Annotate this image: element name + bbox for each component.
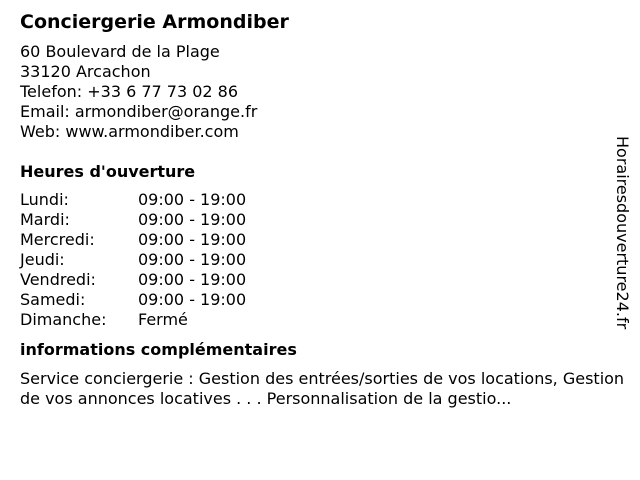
address-line-2: 33120 Arcachon bbox=[20, 62, 151, 81]
email-line: Email: armondiber@orange.fr bbox=[20, 102, 258, 121]
hours-day: Dimanche: bbox=[20, 310, 107, 329]
hours-day: Mardi: bbox=[20, 210, 70, 229]
hours-list bbox=[20, 190, 610, 330]
hours-time: Fermé bbox=[138, 310, 188, 329]
info-description: Service conciergerie : Gestion des entrées/sorties de vos locations, Gestion de vos annonces locatives . . . Personnalisation de la gestio... bbox=[20, 369, 625, 408]
hours-row bbox=[20, 190, 610, 210]
phone-line: Telefon: +33 6 77 73 02 86 bbox=[20, 82, 239, 101]
address-line-1: 60 Boulevard de la Plage bbox=[20, 42, 220, 61]
hours-row bbox=[20, 250, 610, 270]
hours-time: 09:00 - 19:00 bbox=[138, 290, 247, 309]
hours-heading: Heures d'ouverture bbox=[20, 162, 196, 181]
business-name: Conciergerie Armondiber bbox=[20, 11, 289, 33]
hours-row bbox=[20, 210, 610, 230]
hours-row bbox=[20, 290, 610, 310]
hours-day: Lundi: bbox=[20, 190, 69, 209]
hours-day: Samedi: bbox=[20, 290, 86, 309]
hours-time: 09:00 - 19:00 bbox=[138, 270, 247, 289]
hours-row bbox=[20, 310, 610, 330]
hours-day: Vendredi: bbox=[20, 270, 96, 289]
hours-row bbox=[20, 230, 610, 250]
hours-time: 09:00 - 19:00 bbox=[138, 210, 247, 229]
hours-time: 09:00 - 19:00 bbox=[138, 250, 247, 269]
hours-time: 09:00 - 19:00 bbox=[138, 230, 247, 249]
web-line: Web: www.armondiber.com bbox=[20, 122, 239, 141]
hours-day: Jeudi: bbox=[20, 250, 65, 269]
hours-row bbox=[20, 270, 610, 290]
info-heading: informations complémentaires bbox=[20, 340, 297, 359]
hours-time: 09:00 - 19:00 bbox=[138, 190, 247, 209]
hours-day: Mercredi: bbox=[20, 230, 95, 249]
watermark-text: Horairesdouverture24.fr bbox=[613, 136, 632, 330]
